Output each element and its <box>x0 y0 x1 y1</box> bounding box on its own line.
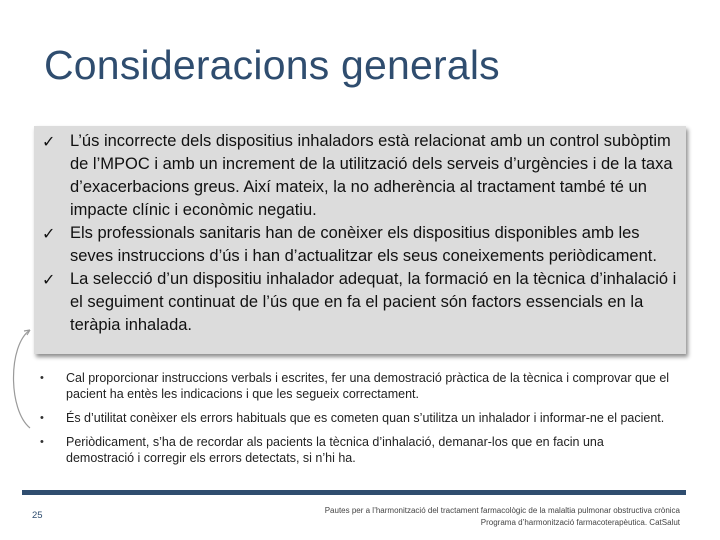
bullet-item <box>32 434 672 466</box>
bullet-item <box>32 370 672 402</box>
check-item-text: La selecció d’un dispositiu inhalador adequat, la formació en la tècnica d’inhalació i el seguiment continuat de l’ús que en fa el pacient són factors essencials en la teràpia inhalada. <box>70 270 677 334</box>
check-item <box>34 222 686 268</box>
footer-line-1: Pautes per a l’harmonització del tractament farmacològic de la malaltia pulmonar obstructiva crònica <box>324 506 680 515</box>
footer-line-2: Programa d’harmonització farmacoterapèutica. CatSalut <box>480 518 680 527</box>
check-list <box>34 130 686 337</box>
bullet-item-text: És d’utilitat conèixer els errors habituals que es cometen quan s’utilitza un inhalador i informar-ne el pacient. <box>66 411 665 425</box>
bullet-item-text: Cal proporcionar instruccions verbals i escrites, fer una demostració pràctica de la tècnica i comprovar que el pacient ha entès les indicacions i que les segueix correctament. <box>66 371 670 401</box>
footer-divider <box>22 490 686 495</box>
check-item-text: Els professionals sanitaris han de conèixer els dispositius disponibles amb les seves instruccions d’ús i han d’actualitzar els seus coneixements periòdicament. <box>70 224 657 265</box>
bullet-item-text: Periòdicament, s’ha de recordar als pacients la tècnica d’inhalació, demanar-los que en facin una demostració i corregir els errors detectats, si n’hi ha. <box>66 435 604 465</box>
checkmark-icon: ✓ <box>42 132 56 151</box>
bullet-item <box>32 410 672 426</box>
bullet-icon: • <box>40 436 44 448</box>
key-points-box <box>34 126 686 354</box>
check-item <box>34 268 686 337</box>
bullet-icon: • <box>40 372 44 384</box>
checkmark-icon: ✓ <box>42 224 56 243</box>
footer-text <box>325 505 680 529</box>
bullet-list <box>32 370 672 474</box>
checkmark-icon: ✓ <box>42 270 56 289</box>
slide-title: Consideracions generals <box>44 42 500 88</box>
check-item <box>34 130 686 222</box>
bullet-icon: • <box>40 412 44 424</box>
check-item-text: L’ús incorrecte dels dispositius inhaladors està relacionat amb un control subòptim de l’MPOC i amb un increment de la utilització dels serveis d’urgències i de la taxa d’exacerbacions greus. Així mateix, la no adherència al tractament també té un impacte clínic i econòmic negatiu. <box>70 132 673 219</box>
page-number: 25 <box>32 510 43 521</box>
